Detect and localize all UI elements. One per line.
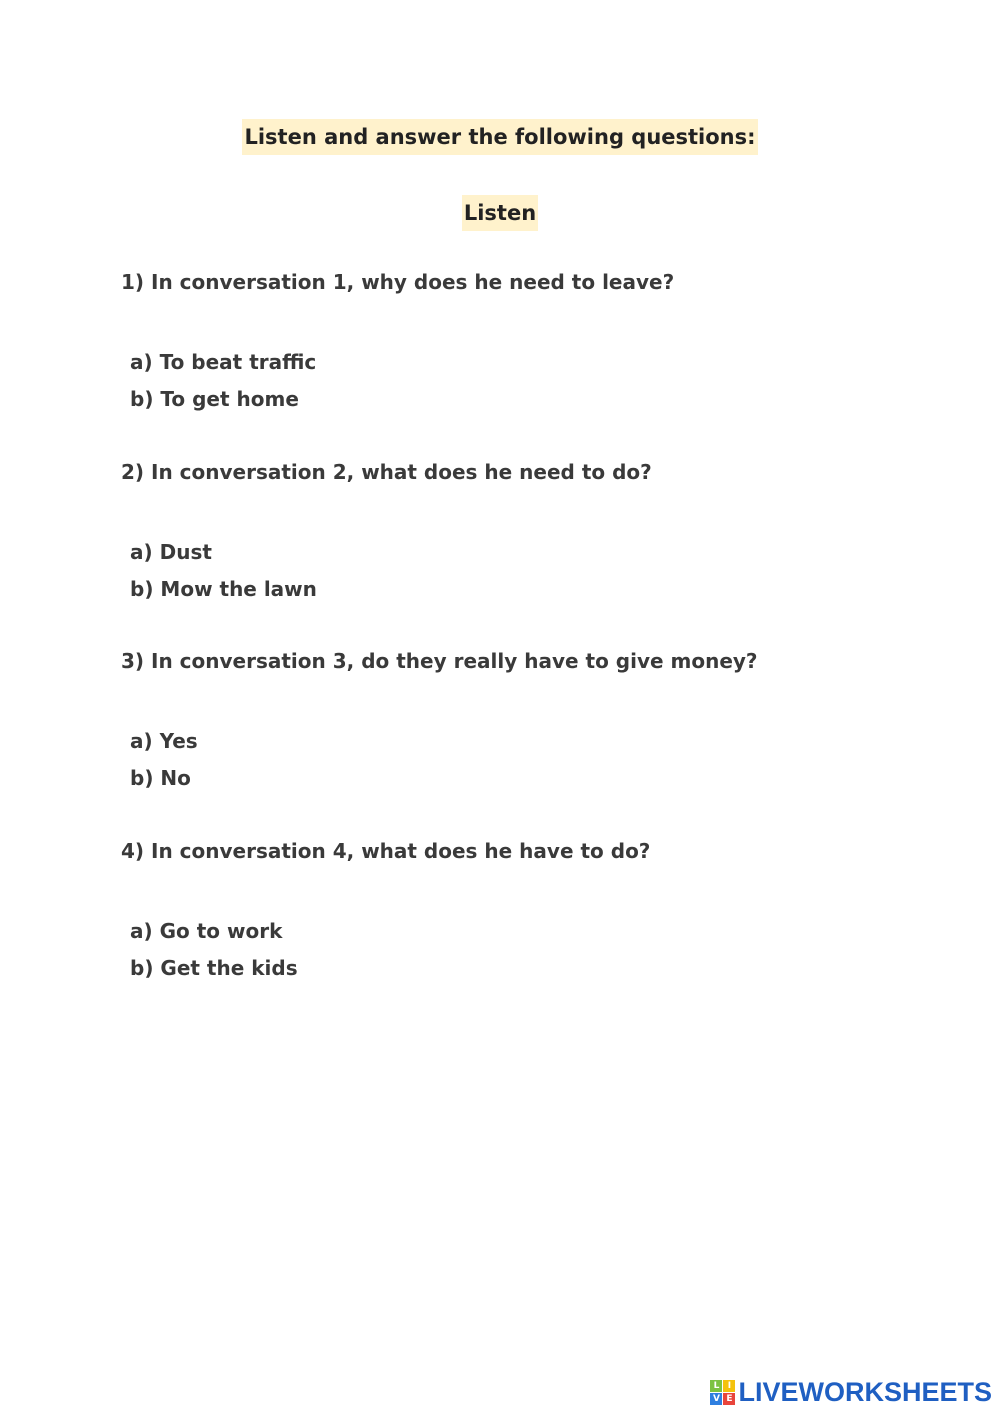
question-1: 1) In conversation 1, why does he need to leave? [121, 270, 675, 294]
question-3-option-a[interactable]: a) Yes [130, 729, 198, 753]
question-4-option-a[interactable]: a) Go to work [130, 919, 283, 943]
logo-letter-e: E [723, 1393, 735, 1405]
question-1-option-b[interactable]: b) To get home [130, 387, 299, 411]
liveworksheets-logo-icon [710, 1380, 735, 1405]
question-1-option-a[interactable]: a) To beat traffic [130, 350, 317, 374]
liveworksheets-brand [710, 1376, 992, 1408]
logo-letter-l: L [710, 1380, 722, 1392]
brand-name: LIVEWORKSHEETS [738, 1376, 992, 1407]
question-3-option-b[interactable]: b) No [130, 766, 191, 790]
question-4-option-b[interactable]: b) Get the kids [130, 956, 298, 980]
question-2: 2) In conversation 2, what does he need to do? [121, 460, 652, 484]
question-2-option-a[interactable]: a) Dust [130, 540, 212, 564]
logo-letter-i: I [723, 1380, 735, 1392]
worksheet-title-container [0, 119, 1000, 155]
logo-letter-v: V [710, 1393, 722, 1405]
question-2-option-b[interactable]: b) Mow the lawn [130, 577, 317, 601]
listen-audio-button[interactable]: Listen [462, 195, 538, 231]
worksheet-title: Listen and answer the following questions: [242, 119, 757, 155]
question-3: 3) In conversation 3, do they really have to give money? [121, 649, 758, 673]
question-4: 4) In conversation 4, what does he have to do? [121, 839, 651, 863]
listen-link-container [0, 195, 1000, 231]
